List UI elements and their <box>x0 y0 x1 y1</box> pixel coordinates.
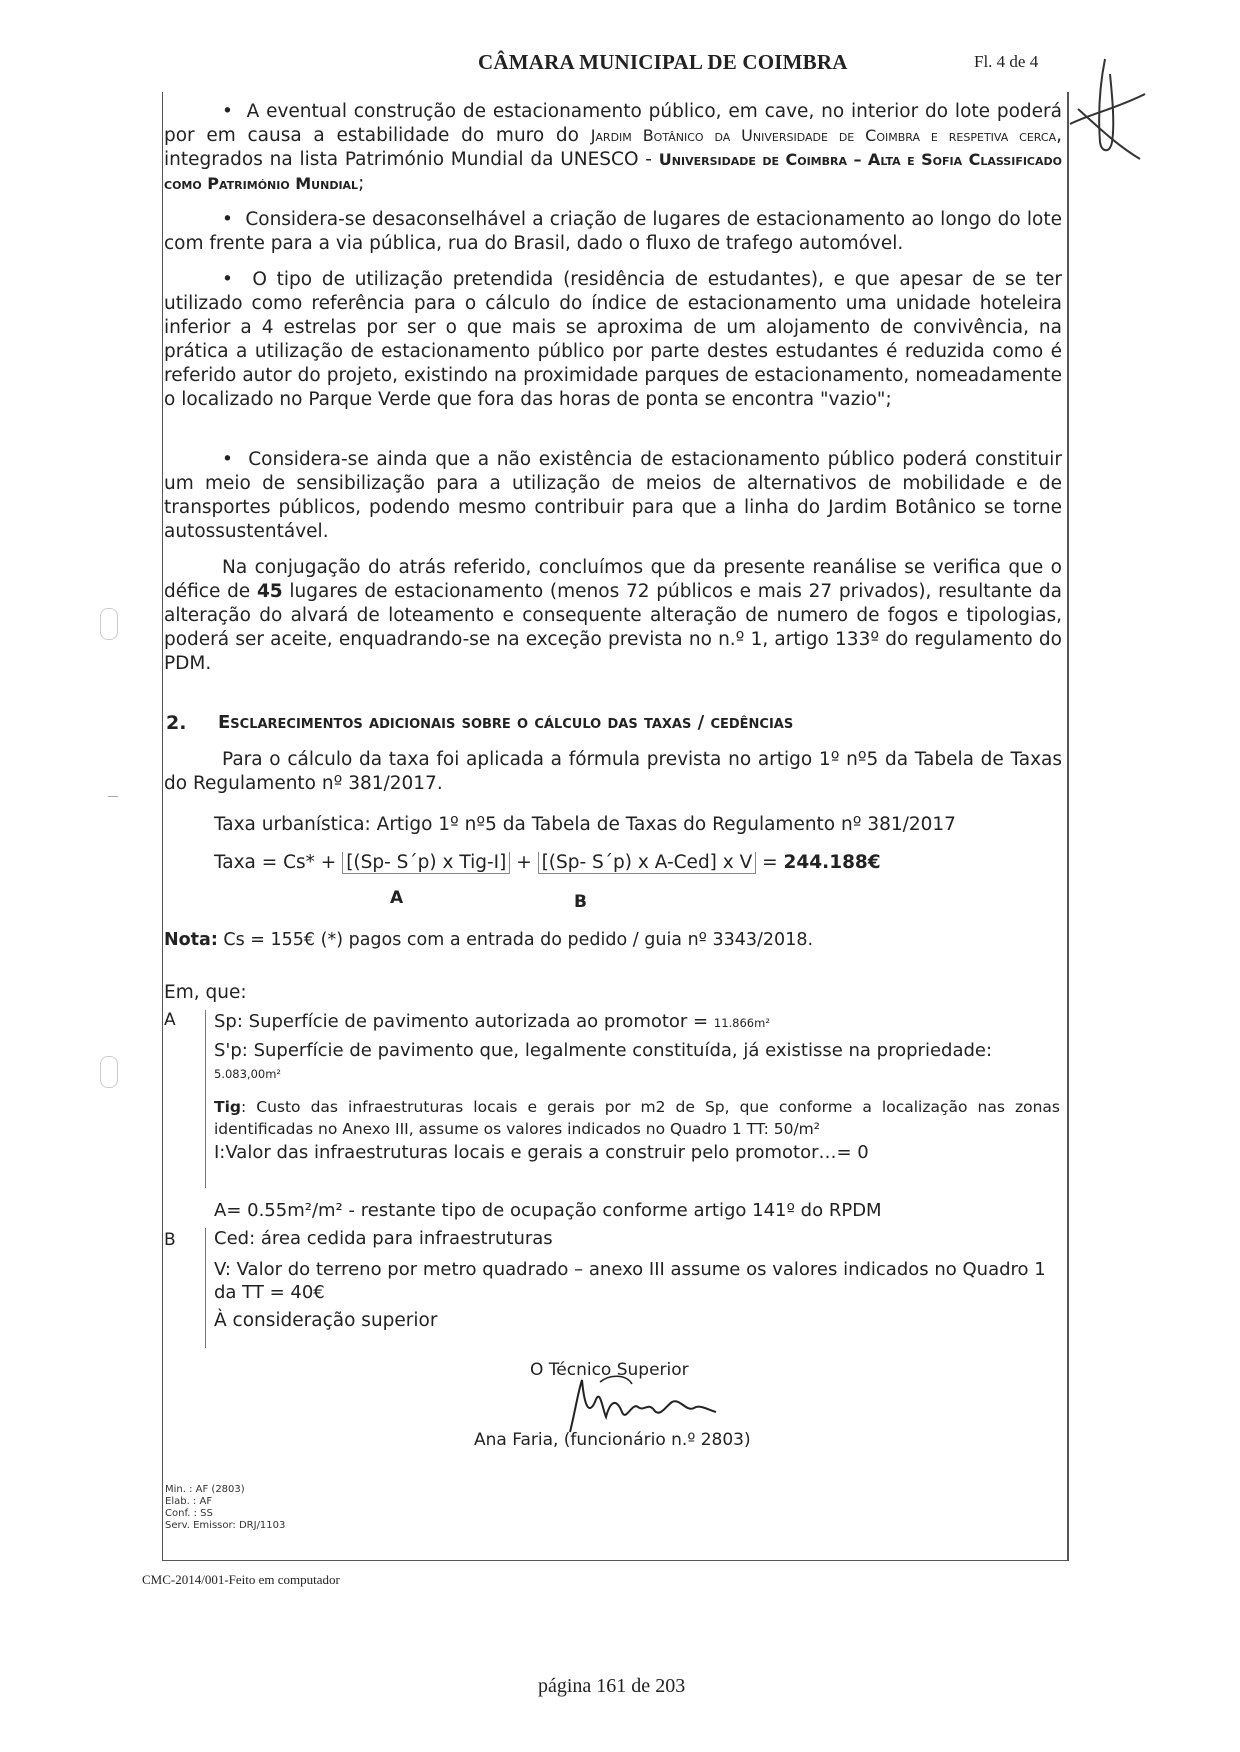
group-a-i: I:Valor das infraestruturas locais e gerais a construir pelo promotor…= 0 <box>214 1142 869 1163</box>
handwritten-initial-icon <box>1060 54 1150 164</box>
bullet-paragraph: • A eventual construção de estacionamento público, em cave, no interior do lote poderá por em causa a estabilidade do muro do Jardim Botânico da Universidade de Coimbra e respetiva cerca, integrados na lista Património Mundial da UNESCO - Universidade de Coimbra – Alta e Sofia Classificado como Património Mundial; <box>164 101 1062 194</box>
group-b-label: B <box>164 1230 176 1250</box>
group-b-ced: Ced: área cedida para infraestruturas <box>214 1228 553 1249</box>
document-metadata: Min. : AF (2803) Elab. : AF Conf. : SS Serv. Emissor: DRJ/1103 <box>165 1484 286 1531</box>
bullet-dot-icon: • <box>222 269 253 290</box>
header-title: CÂMARA MUNICIPAL DE COIMBRA <box>478 50 848 74</box>
frame-border <box>1067 92 1069 772</box>
margin-mark <box>108 796 118 797</box>
bullet-dot-icon: • <box>222 209 246 230</box>
consideracao-superior: À consideração superior <box>214 1310 438 1331</box>
folio-number: Fl. 4 de 4 <box>974 52 1039 71</box>
punch-hole <box>100 608 118 640</box>
group-a-label: A <box>164 1010 176 1030</box>
group-a-tig: Tig: Custo das infraestruturas locais e gerais por m2 de Sp, que conforme a localização nas zonas identificadas no Anexo III, assume os valores indicados no Quadro 1 TT: 50/m² <box>214 1098 1060 1138</box>
group-b-a-value: A= 0.55m²/m² - restante tipo de ocupação conforme artigo 141º do RPDM <box>214 1200 882 1221</box>
bullet-paragraph: • Considera-se desaconselhável a criação de lugares de estacionamento ao longo do lote com frente para a via pública, rua do Brasil, dado o fluxo de trafego automóvel. <box>164 209 1062 254</box>
footer-code: CMC-2014/001-Feito em computador <box>142 1572 340 1587</box>
bullet-paragraph: • Considera-se ainda que a não existência de estacionamento público poderá constituir um meio de sensibilização para a utilização de meios de alternativos de mobilidade e de transportes públicos, podendo mesmo contribuir para que a linha do Jardim Botânico se torne autossustentável. <box>164 449 1062 542</box>
section-intro: Para o cálculo da taxa foi aplicada a fórmula prevista no artigo 1º nº5 da Tabela de Taxas do Regulamento nº 381/2017. <box>164 749 1062 794</box>
bullet-paragraph: • O tipo de utilização pretendida (residência de estudantes), e que apesar de se ter utilizado como referência para o cálculo do índice de estacionamento uma unidade hoteleira inferior a 4 estrelas por ser o que mais se aproxima de um alojamento de convivência, na prática a utilização de estacionamento público por parte destes estudantes é reduzida como é referido autor do projeto, existindo na proximidade parques de estacionamento, nomeadamente o localizado no Parque Verde que fora das horas de ponta se encontra "vazio"; <box>164 269 1062 410</box>
bullet-dot-icon: • <box>222 449 249 470</box>
nota-line: Nota: Cs = 155€ (*) pagos com a entrada do pedido / guia nº 3343/2018. <box>164 930 814 950</box>
group-b-v: V: Valor do terreno por metro quadrado – anexo III assume os valores indicados no Quadro 1 da TT = 40€ <box>214 1259 1046 1303</box>
section-number: 2. <box>166 712 187 734</box>
punch-hole <box>100 1056 118 1088</box>
taxa-reference: Taxa urbanística: Artigo 1º nº5 da Tabela de Taxas do Regulamento nº 381/2017 <box>214 814 956 835</box>
formula-label-b: B <box>574 892 587 912</box>
section-title: Esclarecimentos adicionais sobre o cálculo das taxas / cedências <box>218 712 794 733</box>
group-a-s-p: S'p: Superfície de pavimento que, legalmente constituída, já existisse na propriedade: 5.083,00m² <box>214 1040 993 1081</box>
formula-term-a: [(Sp- S´p) x Tig-I] <box>342 852 510 874</box>
tax-formula: Taxa = Cs* + [(Sp- S´p) x Tig-I] + [(Sp- S´p) x A-Ced] x V = 244.188€ <box>214 852 881 873</box>
em-que-label: Em, que: <box>164 982 247 1003</box>
conclusion-paragraph: Na conjugação do atrás referido, concluímos que da presente reanálise se verifica que o défice de 45 lugares de estacionamento (menos 72 públicos e mais 27 privados), resultante da alteração do alvará de loteamento e consequente alteração de numero de fogos e tipologias, poderá ser aceite, enquadrando-se na exceção prevista no n.º 1, artigo 133º do regulamento do PDM. <box>164 557 1063 674</box>
signature-name: Ana Faria, (funcionário n.º 2803) <box>474 1430 751 1450</box>
signature-role: O Técnico Superior <box>530 1360 689 1380</box>
group-a-sp: Sp: Superfície de pavimento autorizada ao promotor = 11.866m² <box>214 1011 770 1032</box>
bullet-dot-icon: • <box>222 101 247 122</box>
page-number: página 161 de 203 <box>538 1675 686 1697</box>
formula-label-a: A <box>390 888 404 908</box>
formula-term-b: [(Sp- S´p) x A-Ced] x V <box>538 852 757 874</box>
formula-result: 244.188€ <box>783 852 881 873</box>
frame-border <box>1067 772 1069 1560</box>
